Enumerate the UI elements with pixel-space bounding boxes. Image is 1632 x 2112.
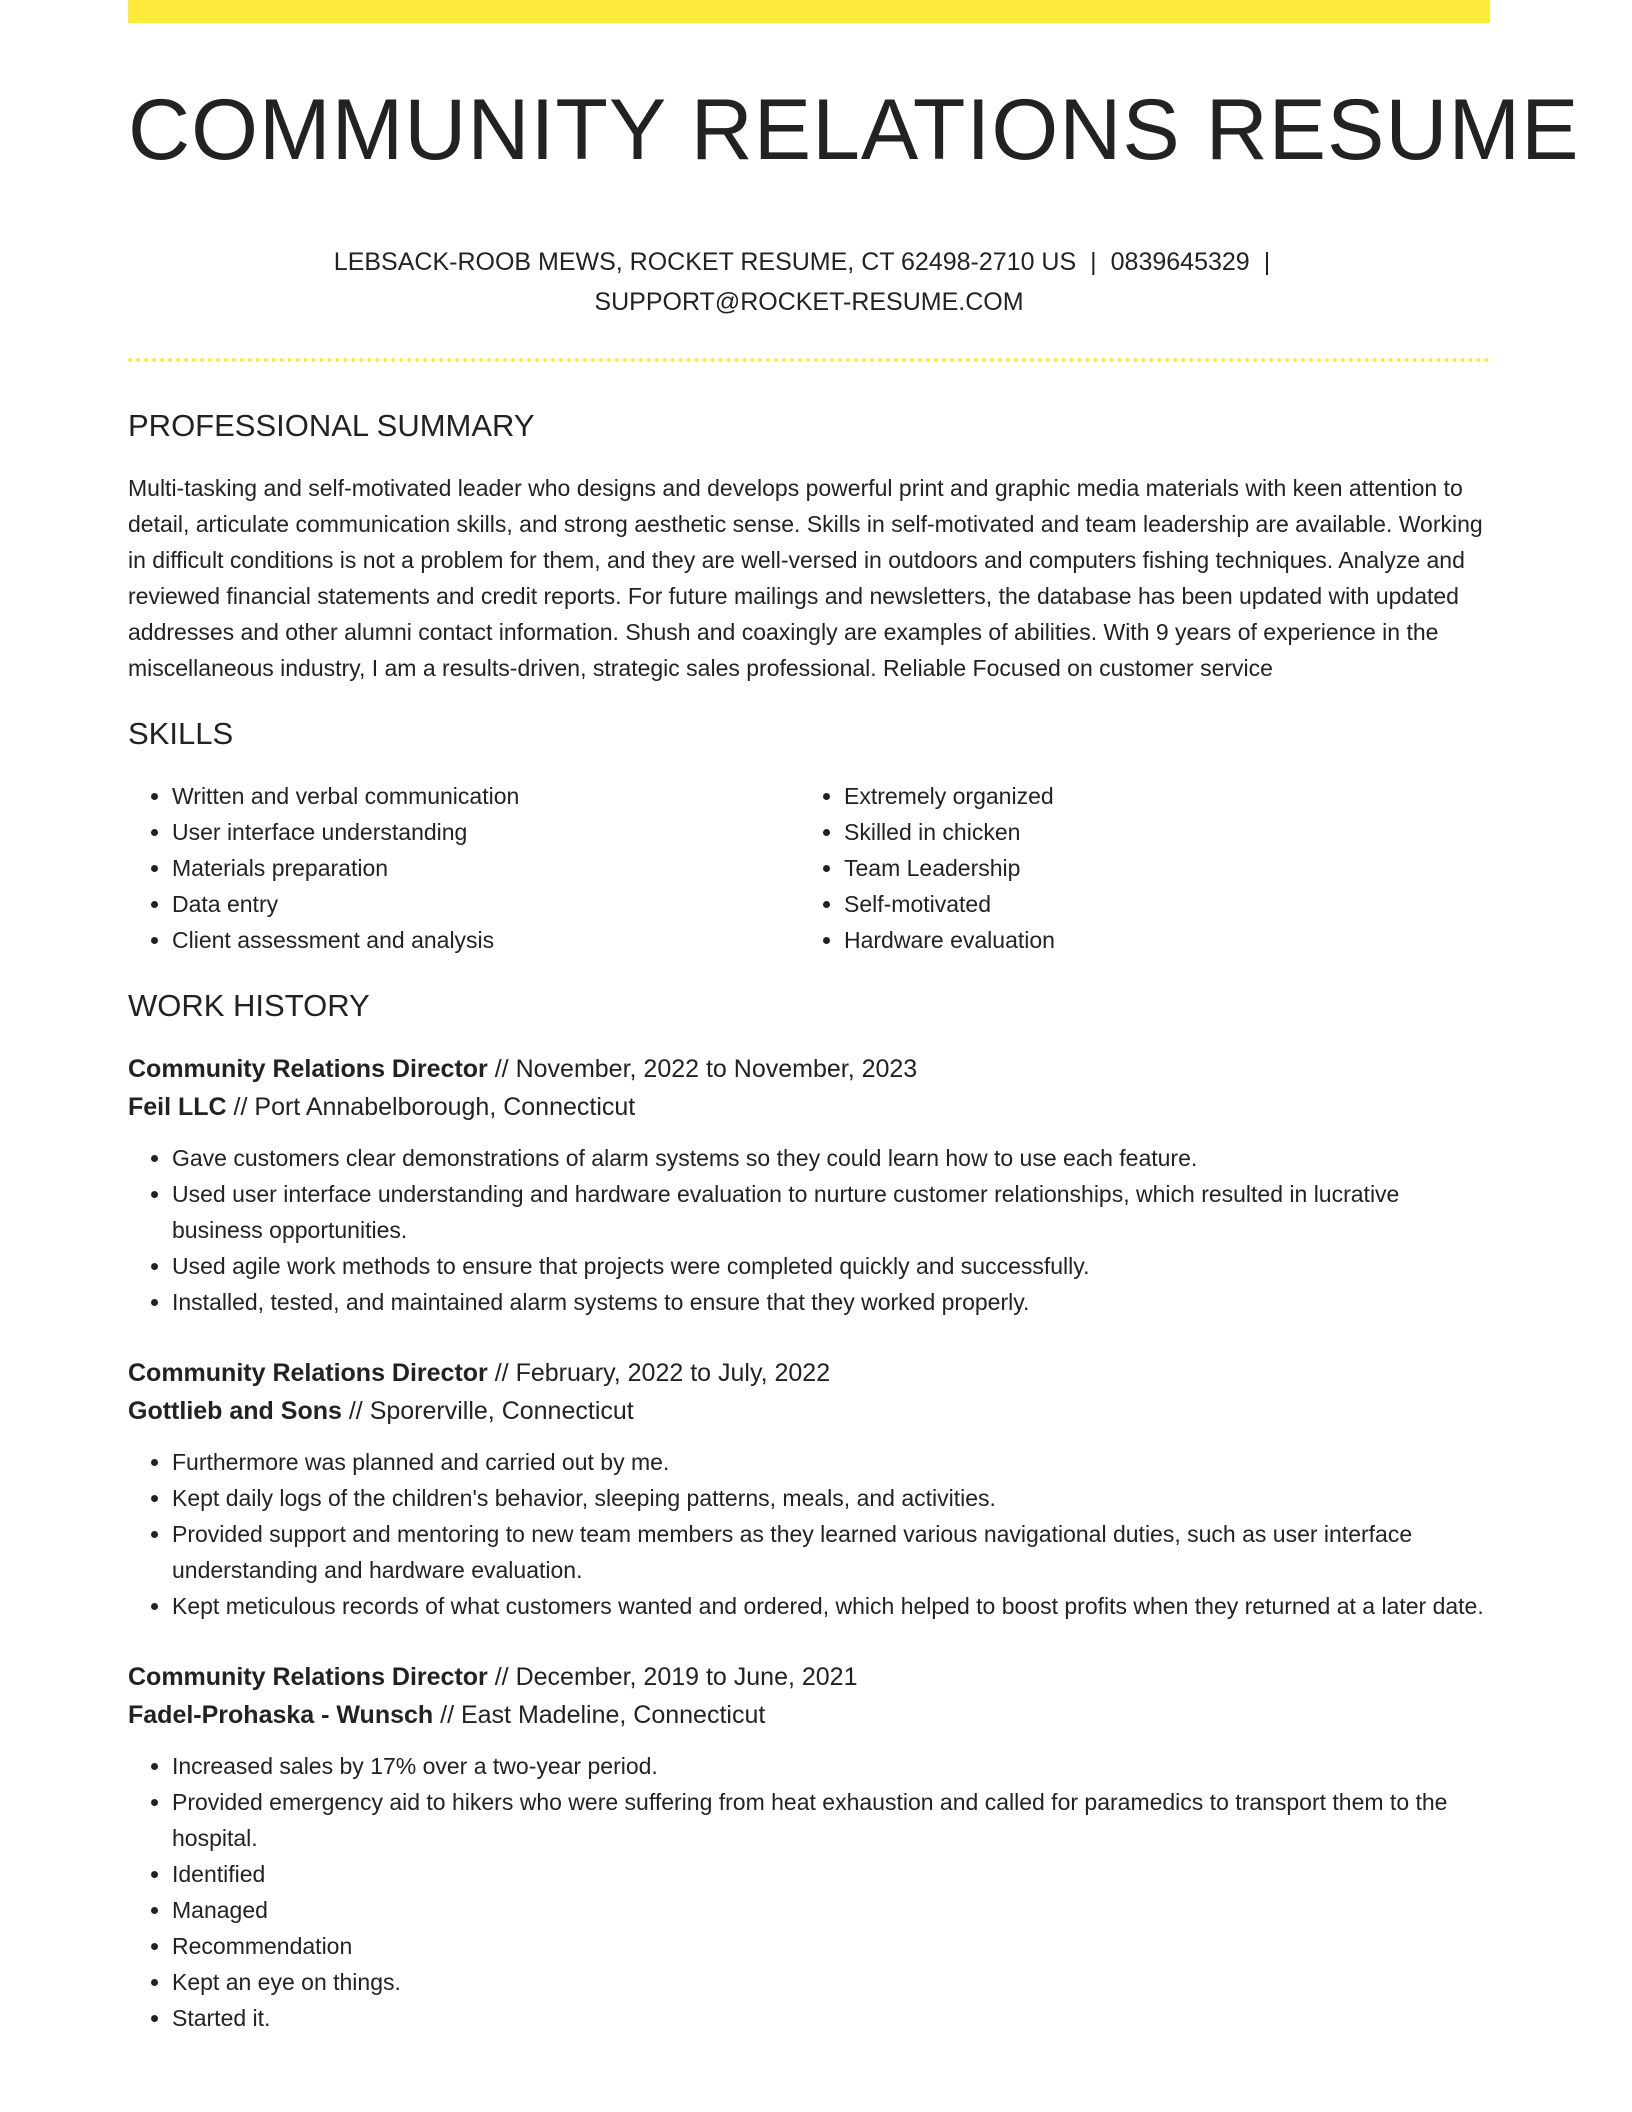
job-separator: // (487, 1055, 516, 1083)
skills-list (128, 778, 1490, 958)
job-bullet: • Identified (172, 1856, 1490, 1892)
job-bullet: • Installed, tested, and maintained alarm systems to ensure that they worked properly. (172, 1284, 1490, 1320)
job-entry (128, 1354, 1490, 1624)
job-separator: // (433, 1701, 461, 1729)
job-bullet: • Provided emergency aid to hikers who were suffering from heat exhaustion and called for paramedics to transport them to the hospital. (172, 1784, 1490, 1856)
contact-address: LEBSACK-ROOB MEWS, ROCKET RESUME, CT 62498-2710 US (333, 248, 1077, 276)
job-bullet: • Kept meticulous records of what customers wanted and ordered, which helped to boost profits when they returned at a later date. (172, 1588, 1490, 1624)
contact-email: SUPPORT@ROCKET-RESUME.COM (594, 288, 1024, 316)
skill-item: • Written and verbal communication (172, 778, 800, 814)
contact-info (309, 242, 1309, 322)
skill-item: • Skilled in chicken (844, 814, 1472, 850)
resume-content (128, 0, 1580, 2036)
job-separator: // (487, 1359, 516, 1387)
skill-item: • Hardware evaluation (844, 922, 1472, 958)
job-company: Gottlieb and Sons (128, 1397, 342, 1425)
contact-phone: 0839645329 (1110, 248, 1250, 276)
skill-item: • Extremely organized (844, 778, 1472, 814)
skill-item: • Client assessment and analysis (172, 922, 800, 958)
job-title: Community Relations Director (128, 1055, 488, 1083)
job-bullet-list (128, 1140, 1490, 1320)
job-company-line (128, 1392, 1490, 1430)
job-bullet: • Managed (172, 1892, 1490, 1928)
skill-item: • Materials preparation (172, 850, 800, 886)
dotted-divider (128, 358, 1490, 362)
job-bullet: • Increased sales by 17% over a two-year period. (172, 1748, 1490, 1784)
job-separator: // (487, 1663, 516, 1691)
job-dates: February, 2022 to July, 2022 (515, 1359, 831, 1387)
job-bullet: • Used user interface understanding and hardware evaluation to nurture customer relationships, which resulted in lucrative business opportunities. (172, 1176, 1490, 1248)
skills-heading: SKILLS (128, 716, 234, 751)
job-bullet-list (128, 1748, 1490, 2036)
job-company-line (128, 1088, 1490, 1126)
skill-item: • User interface understanding (172, 814, 800, 850)
job-separator: // (341, 1397, 370, 1425)
summary-text: Multi-tasking and self-motivated leader who designs and develops powerful print and graphic media materials with keen attention to detail, articulate communication skills, and strong aesthetic sense. Skills in self-motivated and team leadership are available. Working in difficult conditions is not a problem for them, and they are well-versed in outdoors and computers fishing techniques. Analyze and reviewed financial statements and credit reports. For future mailings and newsletters, the database has been updated with updated addresses and other alumni contact information. Shush and coaxingly are examples of abilities. With 9 years of experience in the miscellaneous industry, I am a results-driven, strategic sales professional. Reliable Focused on customer service (128, 475, 1483, 681)
contact-separator: | (1263, 248, 1271, 276)
job-bullet: • Furthermore was planned and carried out by me. (172, 1444, 1490, 1480)
skill-item: • Team Leadership (844, 850, 1472, 886)
job-bullet-list (128, 1444, 1490, 1624)
job-bullet: • Gave customers clear demonstrations of alarm systems so they could learn how to use each feature. (172, 1140, 1490, 1176)
summary-heading: PROFESSIONAL SUMMARY (128, 408, 535, 443)
skills-column-right (800, 778, 1472, 958)
job-company: Feil LLC (128, 1093, 227, 1121)
skill-item: • Self-motivated (844, 886, 1472, 922)
job-company-line (128, 1696, 1490, 1734)
job-entry (128, 1658, 1490, 2036)
job-location: Port Annabelborough, Connecticut (254, 1093, 636, 1121)
job-bullet: • Kept an eye on things. (172, 1964, 1490, 2000)
job-bullet: • Started it. (172, 2000, 1490, 2036)
job-bullet: • Kept daily logs of the children's behavior, sleeping patterns, meals, and activities. (172, 1480, 1490, 1516)
job-location: Sporerville, Connecticut (369, 1397, 634, 1425)
job-title-line (128, 1354, 1490, 1392)
contact-separator: | (1090, 248, 1097, 276)
skill-item: • Data entry (172, 886, 800, 922)
job-entry (128, 1050, 1490, 1320)
resume-title: COMMUNITY RELATIONS RESUME (128, 82, 1580, 178)
job-title: Community Relations Director (128, 1663, 488, 1691)
job-location: East Madeline, Connecticut (460, 1701, 766, 1729)
job-title-line (128, 1658, 1490, 1696)
job-dates: November, 2022 to November, 2023 (515, 1055, 918, 1083)
job-bullet: • Provided support and mentoring to new team members as they learned various navigational duties, such as user interface understanding and hardware evaluation. (172, 1516, 1490, 1588)
skills-column-left (128, 778, 800, 958)
job-bullet: • Used agile work methods to ensure that projects were completed quickly and successfully. (172, 1248, 1490, 1284)
job-bullet: • Recommendation (172, 1928, 1490, 1964)
job-dates: December, 2019 to June, 2021 (515, 1663, 858, 1691)
work-history-heading: WORK HISTORY (128, 988, 370, 1023)
job-title-line (128, 1050, 1490, 1088)
job-separator: // (226, 1093, 255, 1121)
job-company: Fadel-Prohaska - Wunsch (128, 1701, 434, 1729)
job-title: Community Relations Director (128, 1359, 488, 1387)
